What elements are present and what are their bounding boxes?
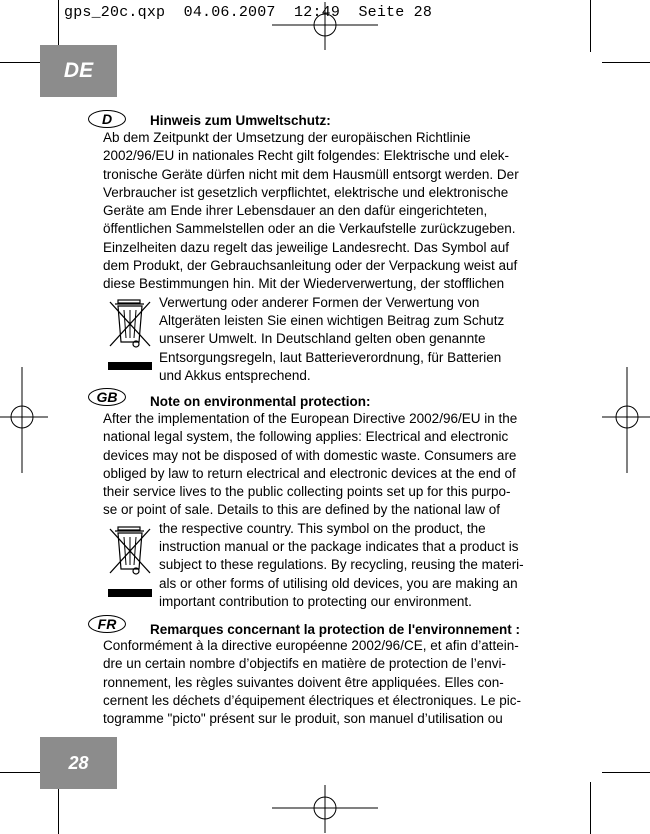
paragraph-gb: After the implementation of the European Directive 2002/96/EU in the national legal system, the following applies: Electrical and electronic devices may not be disposed of with domestic waste. Consumers are obliged by law to return electrical and electronic devices at the end of their service lives to the public collecting points set up for this purpo- se or point of sale. Details to this are defined by the national law of the respective country. This symbol on the product, the instruction manual or the package indicates that a product is subject to these regulations. By recycling, reusing the materi- als or other forms of utilising old devices, you are making an important contribution to protecting our environment. [103,411,524,609]
registration-mark-icon [602,367,650,473]
weee-bin-icon [106,296,156,354]
section-heading-de: Hinweis zum Umweltschutz: [150,113,331,128]
section-heading-fr: Remarques concernant la protection de l'environnement : [150,622,521,637]
section-heading-gb: Note on environmental protection: [150,394,371,409]
crop-mark [602,62,650,63]
weee-bin-icon [106,523,156,581]
paragraph-de: Ab dem Zeitpunkt der Umsetzung der europäischen Richtlinie 2002/96/EU in nationales Recht gilt folgendes: Elektrische und elek- tronische Geräte dürfen nicht mit dem Hausmüll entsorgt werden. Der Verbraucher ist gesetzlich verpflichtet, elektrische und elektronische Geräte am Ende ihrer Lebensdauer an den dafür eingerichteten, öffentlichen Sammelstellen oder an die Verkaufstelle zurückzugeben. Einzelheiten dazu regelt das jeweilige Landesrecht. Das Symbol auf dem Produkt, der Gebrauchsanleitung oder der Verpackung weist auf diese Bestimmungen hin. Mit der Wiederverwertung, der stofflichen Verwertung oder anderer Formen der Verwertung von Altgeräten leisten Sie einen wichtigen Beitrag zum Schutz unserer Umwelt. In Deutschland gelten oben genannte Entsorgungsregeln, laut Batterieverordnung, für Batterien und Akkus entsprechend. [103,130,519,383]
registration-mark-icon [0,367,48,473]
language-tab: DE [40,45,117,97]
file-info-line: gps_20c.qxp 04.06.2007 12:49 Seite 28 [64,4,433,21]
page-number: 28 [40,737,117,789]
registration-mark-icon [272,785,378,833]
language-badge-gb: GB [88,388,126,406]
registration-mark-icon [272,2,378,50]
crop-mark [590,782,591,834]
crop-mark [602,772,650,773]
language-badge-de: D [88,110,126,128]
language-badge-fr: FR [88,615,126,633]
weee-bar [108,362,152,370]
crop-mark [590,0,591,52]
weee-bar [108,589,152,597]
crop-mark [58,782,59,834]
paragraph-fr: Conformément à la directive européenne 2002/96/CE, et afin d’attein- dre un certain nombre d’objectifs en matière de protection de l’envi- ronnement, les règles suivantes doivent être appliquées. Elles con- cernent les déchets d’équipement électriques et électroniques. Le pic- togramme "picto" présent sur le produit, son manuel d’utilisation ou [103,638,521,727]
